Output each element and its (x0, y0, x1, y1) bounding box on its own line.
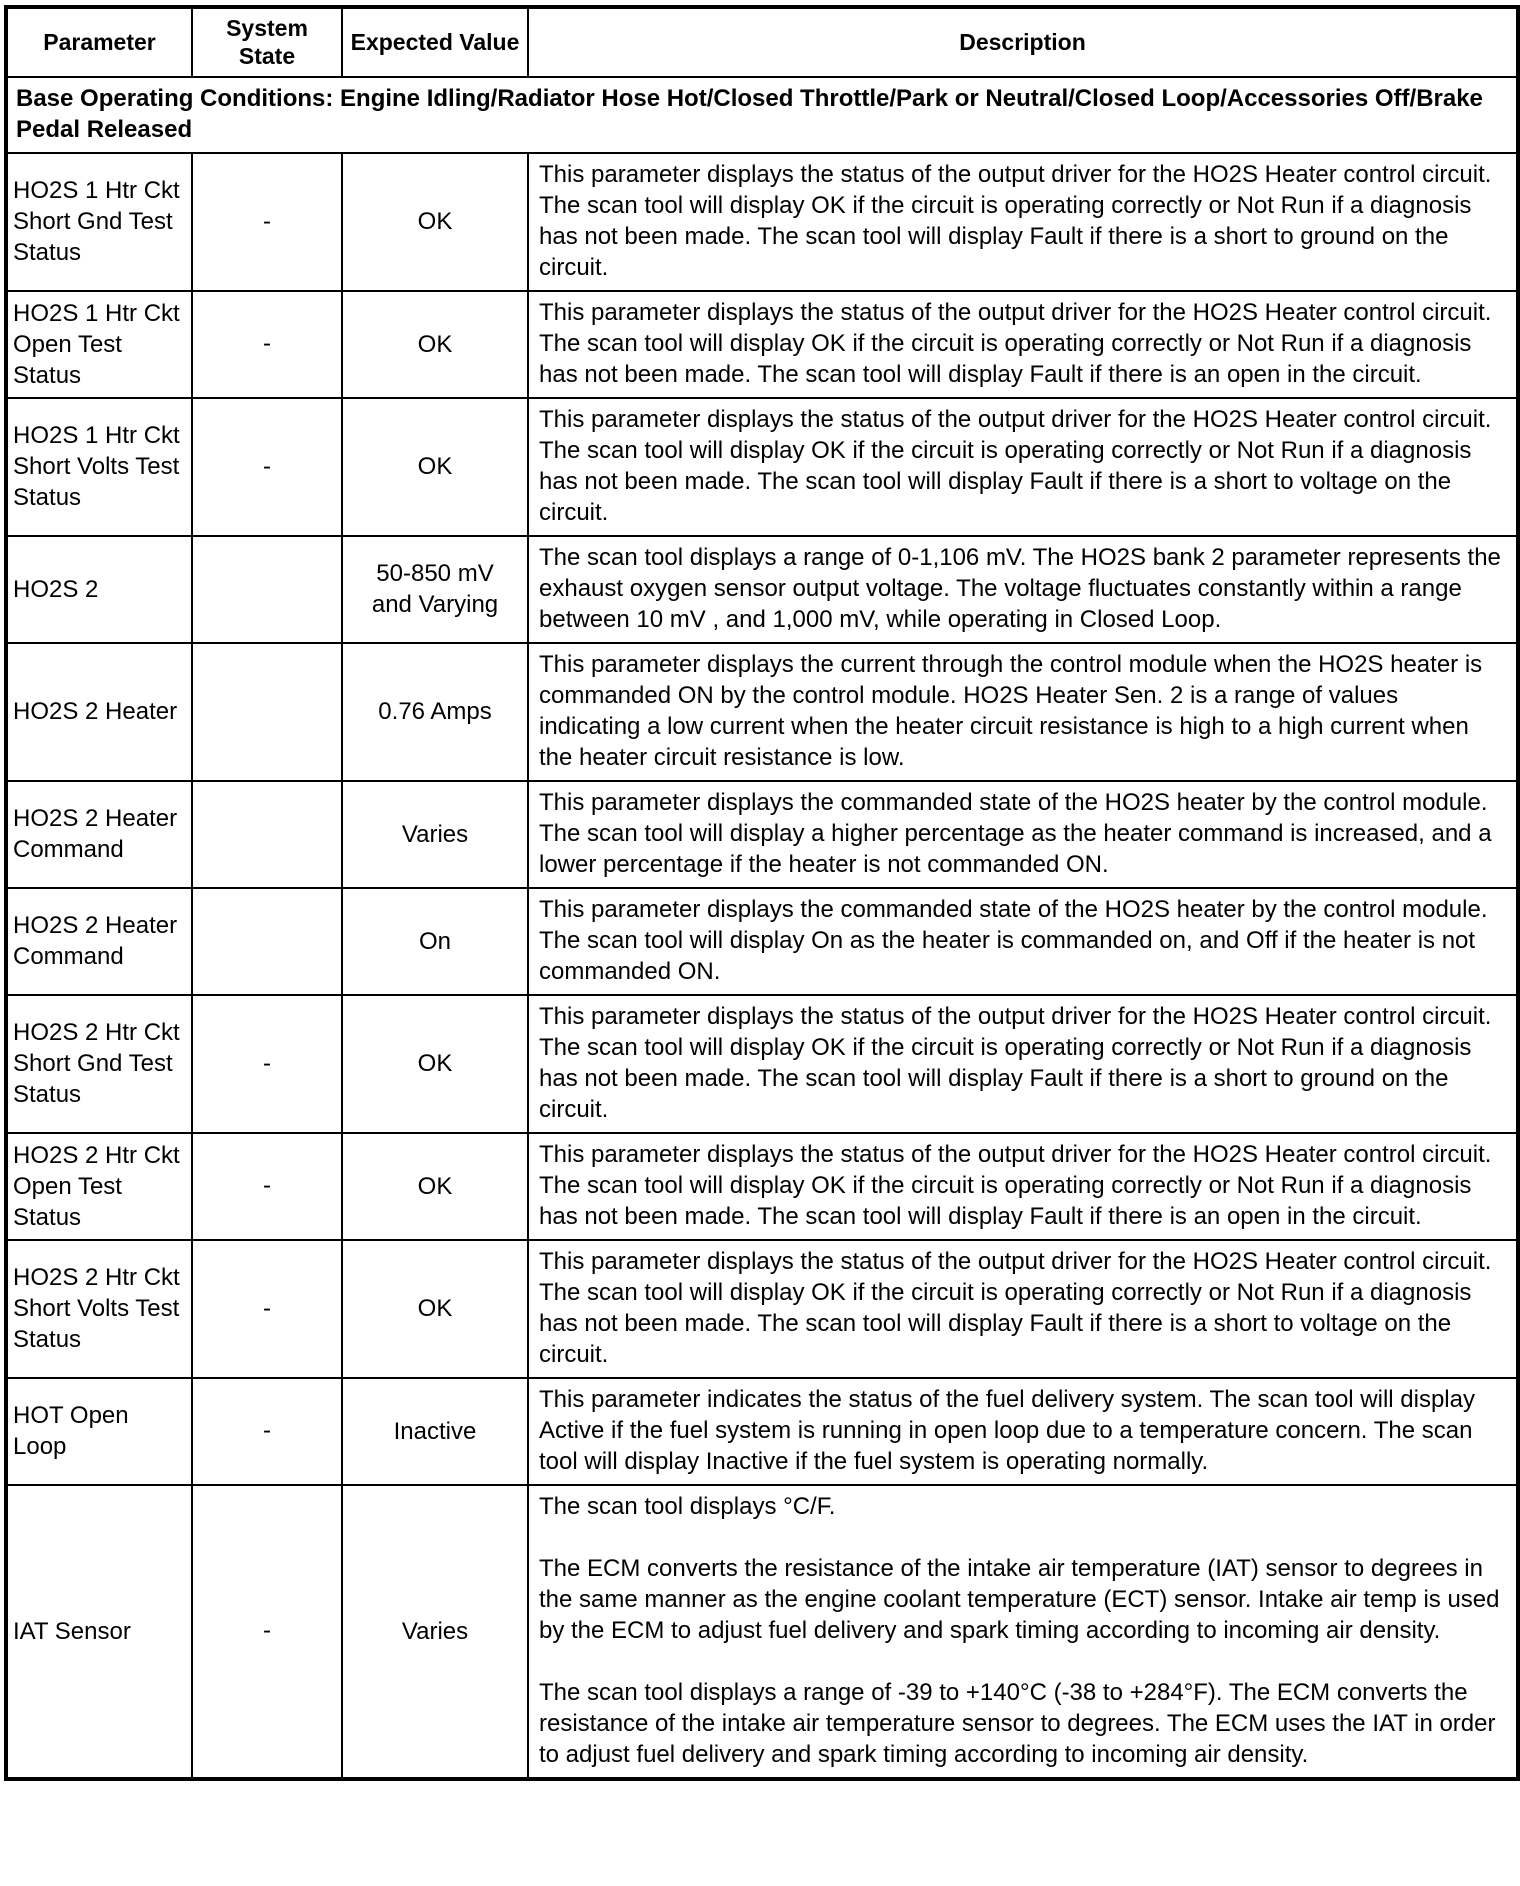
parameter-cell: HO2S 2 Heater (6, 643, 192, 781)
parameter-cell: HO2S 2 Htr Ckt Short Volts Test Status (6, 1240, 192, 1378)
table-row (6, 291, 1518, 398)
parameter-cell: HO2S 2 Htr Ckt Open Test Status (6, 1133, 192, 1240)
description-cell (528, 398, 1518, 536)
system-state-cell: - (192, 1485, 342, 1779)
parameter-cell: HOT Open Loop (6, 1378, 192, 1485)
system-state-cell (192, 888, 342, 995)
table-row (6, 781, 1518, 888)
parameter-cell: HO2S 2 Heater Command (6, 781, 192, 888)
expected-value-cell: OK (342, 1240, 528, 1378)
description-cell (528, 291, 1518, 398)
expected-value-cell: OK (342, 995, 528, 1133)
description-cell (528, 536, 1518, 643)
system-state-cell (192, 781, 342, 888)
table-row (6, 1485, 1518, 1779)
scan-tool-data-table (4, 5, 1520, 1781)
table-row (6, 995, 1518, 1133)
description-paragraph: The scan tool displays °C/F. (539, 1492, 836, 1520)
table-row (6, 1378, 1518, 1485)
expected-value-cell: OK (342, 398, 528, 536)
table-row (6, 888, 1518, 995)
description-cell (528, 1240, 1518, 1378)
expected-value-cell: 50-850 mV and Varying (342, 536, 528, 643)
description-paragraph: The scan tool displays a range of 0-1,106 mV. The HO2S bank 2 parameter represents the exhaust oxygen sensor output voltage. The voltage fluctuates constantly within a range between 10 mV , and 1,000 mV, while operating in Closed Loop. (539, 543, 1501, 633)
description-paragraph: This parameter displays the commanded state of the HO2S heater by the control module. The scan tool will display On as the heater is commanded on, and Off if the heater is not commanded ON. (539, 895, 1488, 985)
parameter-cell: IAT Sensor (6, 1485, 192, 1779)
description-paragraph: This parameter displays the status of the output driver for the HO2S Heater control circuit. The scan tool will display OK if the circuit is operating correctly or Not Run if a diagnosis has not been made. The scan tool will display Fault if there is an open in the circuit. (539, 1140, 1492, 1230)
expected-value-cell: 0.76 Amps (342, 643, 528, 781)
expected-value-cell: On (342, 888, 528, 995)
expected-value-cell: OK (342, 291, 528, 398)
expected-value-cell: Varies (342, 781, 528, 888)
column-header-description: Description (528, 7, 1518, 77)
column-header-parameter: Parameter (6, 7, 192, 77)
description-paragraph: This parameter displays the commanded state of the HO2S heater by the control module. The scan tool will display a higher percentage as the heater command is increased, and a lower percentage if the heater is not commanded ON. (539, 788, 1492, 878)
expected-value-cell: OK (342, 153, 528, 291)
description-paragraph: This parameter displays the current through the control module when the HO2S heater is commanded ON by the control module. HO2S Heater Sen. 2 is a range of values indicating a low current when the heater circuit resistance is high to a high current when the heater circuit resistance is low. (539, 650, 1483, 771)
system-state-cell (192, 536, 342, 643)
description-cell (528, 781, 1518, 888)
table-row (6, 643, 1518, 781)
description-paragraph: The ECM converts the resistance of the intake air temperature (IAT) sensor to degrees in the same manner as the engine coolant temperature (ECT) sensor. Intake air temp is used by the ECM to adjust fuel delivery and spark timing according to incoming air density. (539, 1554, 1500, 1644)
table-row (6, 1133, 1518, 1240)
section-header-row (6, 77, 1518, 152)
system-state-cell: - (192, 398, 342, 536)
description-cell (528, 1485, 1518, 1779)
expected-value-cell: OK (342, 1133, 528, 1240)
expected-value-cell: Varies (342, 1485, 528, 1779)
parameter-cell: HO2S 1 Htr Ckt Short Gnd Test Status (6, 153, 192, 291)
description-paragraph: The scan tool displays a range of -39 to +140°C (-38 to +284°F). The ECM converts the resistance of the intake air temperature sensor to degrees. The ECM uses the IAT in order to adjust fuel delivery and spark timing according to incoming air density. (539, 1678, 1496, 1768)
column-header-expected-value: Expected Value (342, 7, 528, 77)
system-state-cell: - (192, 995, 342, 1133)
description-cell (528, 995, 1518, 1133)
description-cell (528, 1378, 1518, 1485)
column-header-row (6, 7, 1518, 77)
description-paragraph: This parameter displays the status of the output driver for the HO2S Heater control circuit. The scan tool will display OK if the circuit is operating correctly or Not Run if a diagnosis has not been made. The scan tool will display Fault if there is a short to voltage on the circuit. (539, 1247, 1492, 1368)
system-state-cell: - (192, 1378, 342, 1485)
system-state-cell: - (192, 1133, 342, 1240)
system-state-cell: - (192, 291, 342, 398)
parameter-cell: HO2S 1 Htr Ckt Open Test Status (6, 291, 192, 398)
parameter-cell: HO2S 2 (6, 536, 192, 643)
description-cell (528, 153, 1518, 291)
table-row (6, 398, 1518, 536)
expected-value-cell: Inactive (342, 1378, 528, 1485)
system-state-cell: - (192, 153, 342, 291)
column-header-system-state: System State (192, 7, 342, 77)
description-paragraph: This parameter displays the status of the output driver for the HO2S Heater control circuit. The scan tool will display OK if the circuit is operating correctly or Not Run if a diagnosis has not been made. The scan tool will display Fault if there is a short to voltage on the circuit. (539, 405, 1492, 526)
system-state-cell: - (192, 1240, 342, 1378)
parameter-cell: HO2S 2 Heater Command (6, 888, 192, 995)
table-body (6, 153, 1518, 1779)
description-paragraph: This parameter displays the status of the output driver for the HO2S Heater control circuit. The scan tool will display OK if the circuit is operating correctly or Not Run if a diagnosis has not been made. The scan tool will display Fault if there is a short to ground on the circuit. (539, 160, 1492, 281)
table-row (6, 1240, 1518, 1378)
description-paragraph: This parameter displays the status of the output driver for the HO2S Heater control circuit. The scan tool will display OK if the circuit is operating correctly or Not Run if a diagnosis has not been made. The scan tool will display Fault if there is an open in the circuit. (539, 298, 1492, 388)
description-cell (528, 1133, 1518, 1240)
base-operating-conditions-text: Base Operating Conditions: Engine Idling/Radiator Hose Hot/Closed Throttle/Park or Neutral/Closed Loop/Accessories Off/Brake Pedal Released (6, 77, 1518, 152)
parameter-cell: HO2S 2 Htr Ckt Short Gnd Test Status (6, 995, 192, 1133)
table-row (6, 536, 1518, 643)
description-paragraph: This parameter indicates the status of the fuel delivery system. The scan tool will display Active if the fuel system is running in open loop due to a temperature concern. The scan tool will display Inactive if the fuel system is operating normally. (539, 1385, 1475, 1475)
description-paragraph: This parameter displays the status of the output driver for the HO2S Heater control circuit. The scan tool will display OK if the circuit is operating correctly or Not Run if a diagnosis has not been made. The scan tool will display Fault if there is a short to ground on the circuit. (539, 1002, 1492, 1123)
parameter-cell: HO2S 1 Htr Ckt Short Volts Test Status (6, 398, 192, 536)
description-cell (528, 888, 1518, 995)
description-cell (528, 643, 1518, 781)
table-row (6, 153, 1518, 291)
system-state-cell (192, 643, 342, 781)
